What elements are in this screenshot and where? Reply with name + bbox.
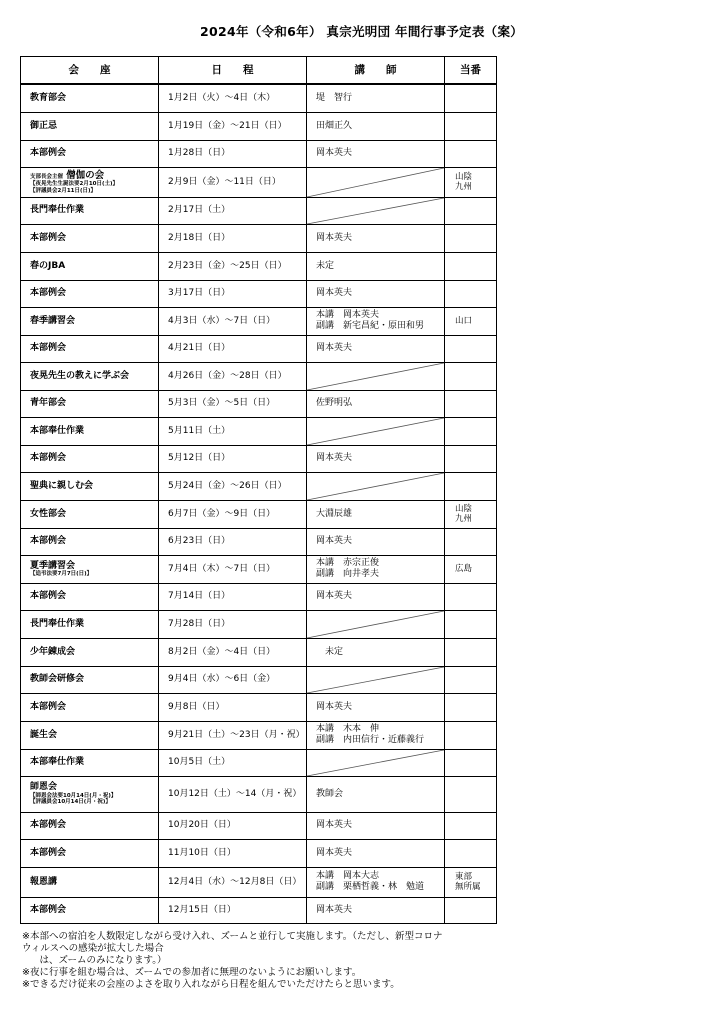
venue-cell — [21, 749, 159, 776]
lecturer-cell — [307, 224, 445, 252]
duty-cell — [445, 280, 497, 307]
lecturer-name: 教師会 — [316, 788, 344, 799]
date-cell: 6月7日（金）～9日（日） — [159, 500, 307, 528]
venue-note: 【夜晃先生生誕法要2月10日(土)】 — [30, 181, 119, 188]
table-row — [21, 867, 497, 897]
date-cell: 6月23日（日） — [159, 528, 307, 555]
lecturer-cell — [307, 84, 445, 112]
date-cell: 5月11日（土） — [159, 417, 307, 445]
duty-cell — [445, 610, 497, 638]
venue-cell — [21, 390, 159, 417]
empty-slash — [307, 473, 444, 500]
table-row — [21, 666, 497, 693]
header-row — [21, 57, 497, 85]
venue-cell — [21, 528, 159, 555]
table-row — [21, 362, 497, 390]
date-cell: 5月12日（日） — [159, 445, 307, 472]
venue-cell — [21, 335, 159, 362]
duty-cell — [445, 555, 497, 583]
lecturer-name: 本講 岡本大志 — [316, 871, 380, 882]
empty-slash — [307, 611, 444, 638]
duty-cell — [445, 224, 497, 252]
date-cell: 2月17日（土） — [159, 197, 307, 224]
venue-name: 本部例会 — [30, 232, 67, 243]
venue-cell — [21, 252, 159, 280]
venue-name: 本部例会 — [30, 343, 67, 354]
duty-cell — [445, 112, 497, 140]
table-row — [21, 335, 497, 362]
venue-cell — [21, 839, 159, 867]
date-cell: 1月28日（日） — [159, 140, 307, 167]
venue-name: 青年部会 — [30, 398, 67, 409]
empty-slash — [307, 418, 444, 445]
duty-cell — [445, 867, 497, 897]
duty-cell — [445, 666, 497, 693]
venue-cell — [21, 610, 159, 638]
lecturer-name: 岡本英夫 — [316, 904, 353, 915]
empty-slash — [307, 750, 444, 776]
table-row — [21, 197, 497, 224]
lecturer-cell — [307, 500, 445, 528]
note-line: ※本部への宿泊を人数限定しながら受け入れ、ズームと並行して実施します。（ただし、新型コロナ — [22, 931, 443, 942]
venue-name: 春のJBA — [30, 260, 66, 271]
lecturer-cell — [307, 335, 445, 362]
note-line: ※夜に行事を組む場合は、ズームでの参加者に無理のないようにお願いします。 — [22, 967, 362, 978]
venue-cell — [21, 445, 159, 472]
slash-line — [307, 611, 444, 638]
date-cell: 11月10日（日） — [159, 839, 307, 867]
lecturer-cell — [307, 472, 445, 500]
duty-cell — [445, 749, 497, 776]
lecturer-cell — [307, 445, 445, 472]
date-cell: 5月3日（金）～5日（日） — [159, 390, 307, 417]
date-cell: 1月19日（金）～21日（日） — [159, 112, 307, 140]
duty-cell — [445, 776, 497, 812]
date-cell: 1月2日（火）～4日（木） — [159, 84, 307, 112]
venue-cell — [21, 583, 159, 610]
venue-cell — [21, 84, 159, 112]
venue-name: 本部例会 — [30, 591, 67, 602]
table-row — [21, 528, 497, 555]
lecturer-name: 副講 新宅昌紀・原田和男 — [316, 321, 425, 331]
venue-name: 本部例会 — [30, 904, 67, 915]
venue-name: 本部奉仕作業 — [30, 757, 85, 768]
schedule-table — [20, 56, 497, 924]
lecturer-name: 未定 — [316, 260, 335, 271]
table-row — [21, 693, 497, 721]
date-cell: 4月26日（金）～28日（日） — [159, 362, 307, 390]
table-row — [21, 897, 497, 923]
venue-cell — [21, 472, 159, 500]
duty-region: 山陰 — [455, 171, 473, 182]
duty-cell — [445, 812, 497, 839]
venue-cell — [21, 417, 159, 445]
venue-cell — [21, 867, 159, 897]
date-cell: 2月23日（金）～25日（日） — [159, 252, 307, 280]
duty-region: 九州 — [455, 182, 473, 192]
venue-name: 本部例会 — [30, 536, 67, 547]
venue-cell — [21, 666, 159, 693]
venue-name: 教師会研修会 — [30, 674, 85, 685]
lecturer-cell — [307, 693, 445, 721]
venue-name: 長門奉仕作業 — [30, 205, 85, 216]
venue-name: 教育部会 — [30, 92, 67, 103]
date-cell: 12月4日（水）～12月8日（日） — [159, 867, 307, 897]
venue-name: 本部例会 — [30, 820, 67, 831]
duty-region: 広島 — [455, 563, 473, 574]
slash-line — [307, 168, 444, 197]
lecturer-cell — [307, 749, 445, 776]
venue-cell — [21, 776, 159, 812]
lecturer-cell — [307, 638, 445, 666]
schedule-body — [21, 84, 497, 923]
venue-name: 春季講習会 — [30, 315, 76, 326]
lecturer-name: 堤 智行 — [316, 92, 353, 103]
table-row — [21, 610, 497, 638]
date-cell: 9月8日（日） — [159, 693, 307, 721]
empty-slash — [307, 667, 444, 693]
slash-line — [307, 750, 444, 776]
lecturer-cell — [307, 252, 445, 280]
table-row — [21, 84, 497, 112]
duty-cell — [445, 390, 497, 417]
duty-cell — [445, 445, 497, 472]
venue-name: 誕生会 — [30, 729, 58, 740]
duty-cell — [445, 839, 497, 867]
venue-cell — [21, 197, 159, 224]
duty-cell — [445, 583, 497, 610]
lecturer-name: 副講 向井孝夫 — [316, 569, 380, 579]
table-row — [21, 390, 497, 417]
slash-line — [307, 418, 444, 445]
date-cell: 9月4日（水）～6日（金） — [159, 666, 307, 693]
note-line: ※できるだけ従来の会座のよさを取り入れながら日程を組んでいただけたらと思います。 — [22, 979, 400, 990]
note-line: ウィルスへの感染が拡大した場合 — [22, 943, 164, 954]
lecturer-cell — [307, 362, 445, 390]
table-row — [21, 812, 497, 839]
venue-name: 女性部会 — [30, 508, 67, 519]
lecturer-cell — [307, 528, 445, 555]
lecturer-name: 岡本英夫 — [316, 847, 353, 858]
venue-name: 師恩会 — [30, 782, 58, 793]
lecturer-cell — [307, 280, 445, 307]
slash-line — [307, 667, 444, 693]
lecturer-name: 本講 赤宗正俊 — [316, 558, 380, 569]
lecturer-cell — [307, 583, 445, 610]
venue-name: 本部例会 — [30, 701, 67, 712]
date-cell: 4月3日（水）～7日（日） — [159, 307, 307, 335]
lecturer-name: 岡本英夫 — [316, 536, 353, 547]
date-cell: 2月18日（日） — [159, 224, 307, 252]
table-row — [21, 721, 497, 749]
table-row — [21, 555, 497, 583]
table-row — [21, 445, 497, 472]
table-row — [21, 749, 497, 776]
duty-cell — [445, 897, 497, 923]
date-cell: 5月24日（金）～26日（日） — [159, 472, 307, 500]
venue-name: 御正忌 — [30, 120, 58, 131]
date-cell: 7月28日（日） — [159, 610, 307, 638]
lecturer-name: 岡本英夫 — [316, 232, 353, 243]
lecturer-name: 本講 岡本英夫 — [316, 310, 380, 321]
duty-cell — [445, 721, 497, 749]
venue-name: 長門奉仕作業 — [30, 618, 85, 629]
lecturer-name: 未定 — [316, 646, 344, 657]
date-cell: 10月12日（土）～14（月・祝） — [159, 776, 307, 812]
venue-cell — [21, 500, 159, 528]
lecturer-cell — [307, 721, 445, 749]
date-header: 日 程 — [159, 57, 307, 85]
lecturer-cell — [307, 417, 445, 445]
duty-cell — [445, 197, 497, 224]
duty-cell — [445, 362, 497, 390]
duty-cell — [445, 167, 497, 197]
lecturer-cell — [307, 167, 445, 197]
lecturer-cell — [307, 812, 445, 839]
date-cell: 3月17日（日） — [159, 280, 307, 307]
duty-cell — [445, 417, 497, 445]
duty-region: 無所属 — [455, 882, 481, 892]
table-row — [21, 167, 497, 197]
venue-note: 【評議員会2月11日(日)】 — [30, 187, 97, 194]
venue-cell — [21, 112, 159, 140]
lecturer-cell — [307, 666, 445, 693]
table-row — [21, 280, 497, 307]
date-cell: 10月5日（土） — [159, 749, 307, 776]
empty-slash — [307, 168, 444, 197]
empty-slash — [307, 363, 444, 390]
lecturer-cell — [307, 897, 445, 923]
table-row — [21, 638, 497, 666]
duty-cell — [445, 335, 497, 362]
venue-note: 【評議員会10月14日(月・祝)】 — [30, 799, 111, 806]
lecturer-name: 佐野明弘 — [316, 398, 353, 409]
venue-name: 本部奉仕作業 — [30, 425, 85, 436]
lecturer-name: 田畑正久 — [316, 120, 353, 131]
duty-cell — [445, 693, 497, 721]
venue-organizer: 支部長会主催 — [30, 173, 64, 180]
date-cell: 2月9日（金）～11日（日） — [159, 167, 307, 197]
venue-name: 僧伽の会 — [66, 169, 105, 181]
lecturer-cell — [307, 776, 445, 812]
lecturer-name: 岡本英夫 — [316, 701, 353, 712]
date-cell: 12月15日（日） — [159, 897, 307, 923]
lecturer-name: 岡本英夫 — [316, 343, 353, 354]
duty-cell — [445, 500, 497, 528]
venue-name: 聖典に親しむ会 — [30, 480, 94, 491]
empty-slash — [307, 198, 444, 224]
venue-name: 本部例会 — [30, 453, 67, 464]
lecturer-cell — [307, 112, 445, 140]
lecturer-cell — [307, 390, 445, 417]
table-row — [21, 776, 497, 812]
venue-name: 本部例会 — [30, 847, 67, 858]
venue-cell — [21, 362, 159, 390]
venue-cell — [21, 280, 159, 307]
venue-cell — [21, 555, 159, 583]
date-cell: 8月2日（金）～4日（日） — [159, 638, 307, 666]
lecturer-name: 岡本英夫 — [316, 148, 353, 159]
duty-cell — [445, 252, 497, 280]
venue-name: 報恩講 — [30, 876, 58, 887]
venue-name: 本部例会 — [30, 288, 67, 299]
venue-name: 本部例会 — [30, 148, 67, 159]
lecturer-name: 岡本英夫 — [316, 288, 353, 299]
duty-cell — [445, 140, 497, 167]
table-row — [21, 417, 497, 445]
date-cell: 7月4日（木）～7日（日） — [159, 555, 307, 583]
venue-name: 少年錬成会 — [30, 646, 76, 657]
table-row — [21, 583, 497, 610]
date-cell: 7月14日（日） — [159, 583, 307, 610]
duty-cell — [445, 528, 497, 555]
venue-cell — [21, 638, 159, 666]
venue-note: 【追弔法要7月7日(日)】 — [30, 571, 93, 578]
duty-region: 東部 — [455, 871, 473, 882]
venue-name: 夜晃先生の教えに学ぶ会 — [30, 370, 130, 381]
lecturer-header: 講 師 — [307, 57, 445, 85]
venue-name: 夏季講習会 — [30, 560, 76, 571]
notes — [22, 931, 502, 991]
page-title: 2024年（令和6年） 真宗光明団 年間行事予定表（案） — [199, 24, 524, 39]
duty-region: 山陰 — [455, 503, 473, 514]
duty-cell — [445, 307, 497, 335]
lecturer-cell — [307, 839, 445, 867]
date-cell: 10月20日（日） — [159, 812, 307, 839]
venue-cell — [21, 224, 159, 252]
table-row — [21, 112, 497, 140]
table-row — [21, 839, 497, 867]
lecturer-name: 本講 木本 伸 — [316, 724, 380, 735]
duty-region: 九州 — [455, 514, 473, 524]
venue-cell — [21, 693, 159, 721]
duty-header: 当番 — [445, 57, 497, 85]
venue-header: 会 座 — [21, 57, 159, 85]
lecturer-cell — [307, 555, 445, 583]
lecturer-name: 岡本英夫 — [316, 820, 353, 831]
duty-cell — [445, 472, 497, 500]
lecturer-cell — [307, 140, 445, 167]
table-row — [21, 500, 497, 528]
note-line: は、ズームのみになります。） — [30, 955, 167, 966]
table-row — [21, 472, 497, 500]
table-row — [21, 252, 497, 280]
lecturer-name: 副講 栗栖哲義・林 勉道 — [316, 882, 425, 892]
lecturer-name: 大淵辰雄 — [316, 508, 353, 519]
venue-cell — [21, 897, 159, 923]
lecturer-name: 岡本英夫 — [316, 591, 353, 602]
venue-cell — [21, 812, 159, 839]
date-cell: 9月21日（土）～23日（月・祝） — [159, 721, 307, 749]
lecturer-name: 岡本英夫 — [316, 453, 353, 464]
lecturer-name: 副講 内田信行・近藤義行 — [316, 735, 425, 745]
table-row — [21, 140, 497, 167]
venue-cell — [21, 167, 159, 197]
duty-region: 山口 — [455, 315, 473, 326]
table-row — [21, 224, 497, 252]
venue-note: 【師恩会法要10月14日(月・祝)】 — [30, 792, 117, 799]
slash-line — [307, 473, 444, 500]
date-cell: 4月21日（日） — [159, 335, 307, 362]
lecturer-cell — [307, 867, 445, 897]
slash-line — [307, 198, 444, 224]
lecturer-cell — [307, 307, 445, 335]
duty-cell — [445, 84, 497, 112]
slash-line — [307, 363, 444, 390]
lecturer-cell — [307, 197, 445, 224]
venue-cell — [21, 721, 159, 749]
lecturer-cell — [307, 610, 445, 638]
duty-cell — [445, 638, 497, 666]
venue-cell — [21, 307, 159, 335]
table-row — [21, 307, 497, 335]
venue-cell — [21, 140, 159, 167]
